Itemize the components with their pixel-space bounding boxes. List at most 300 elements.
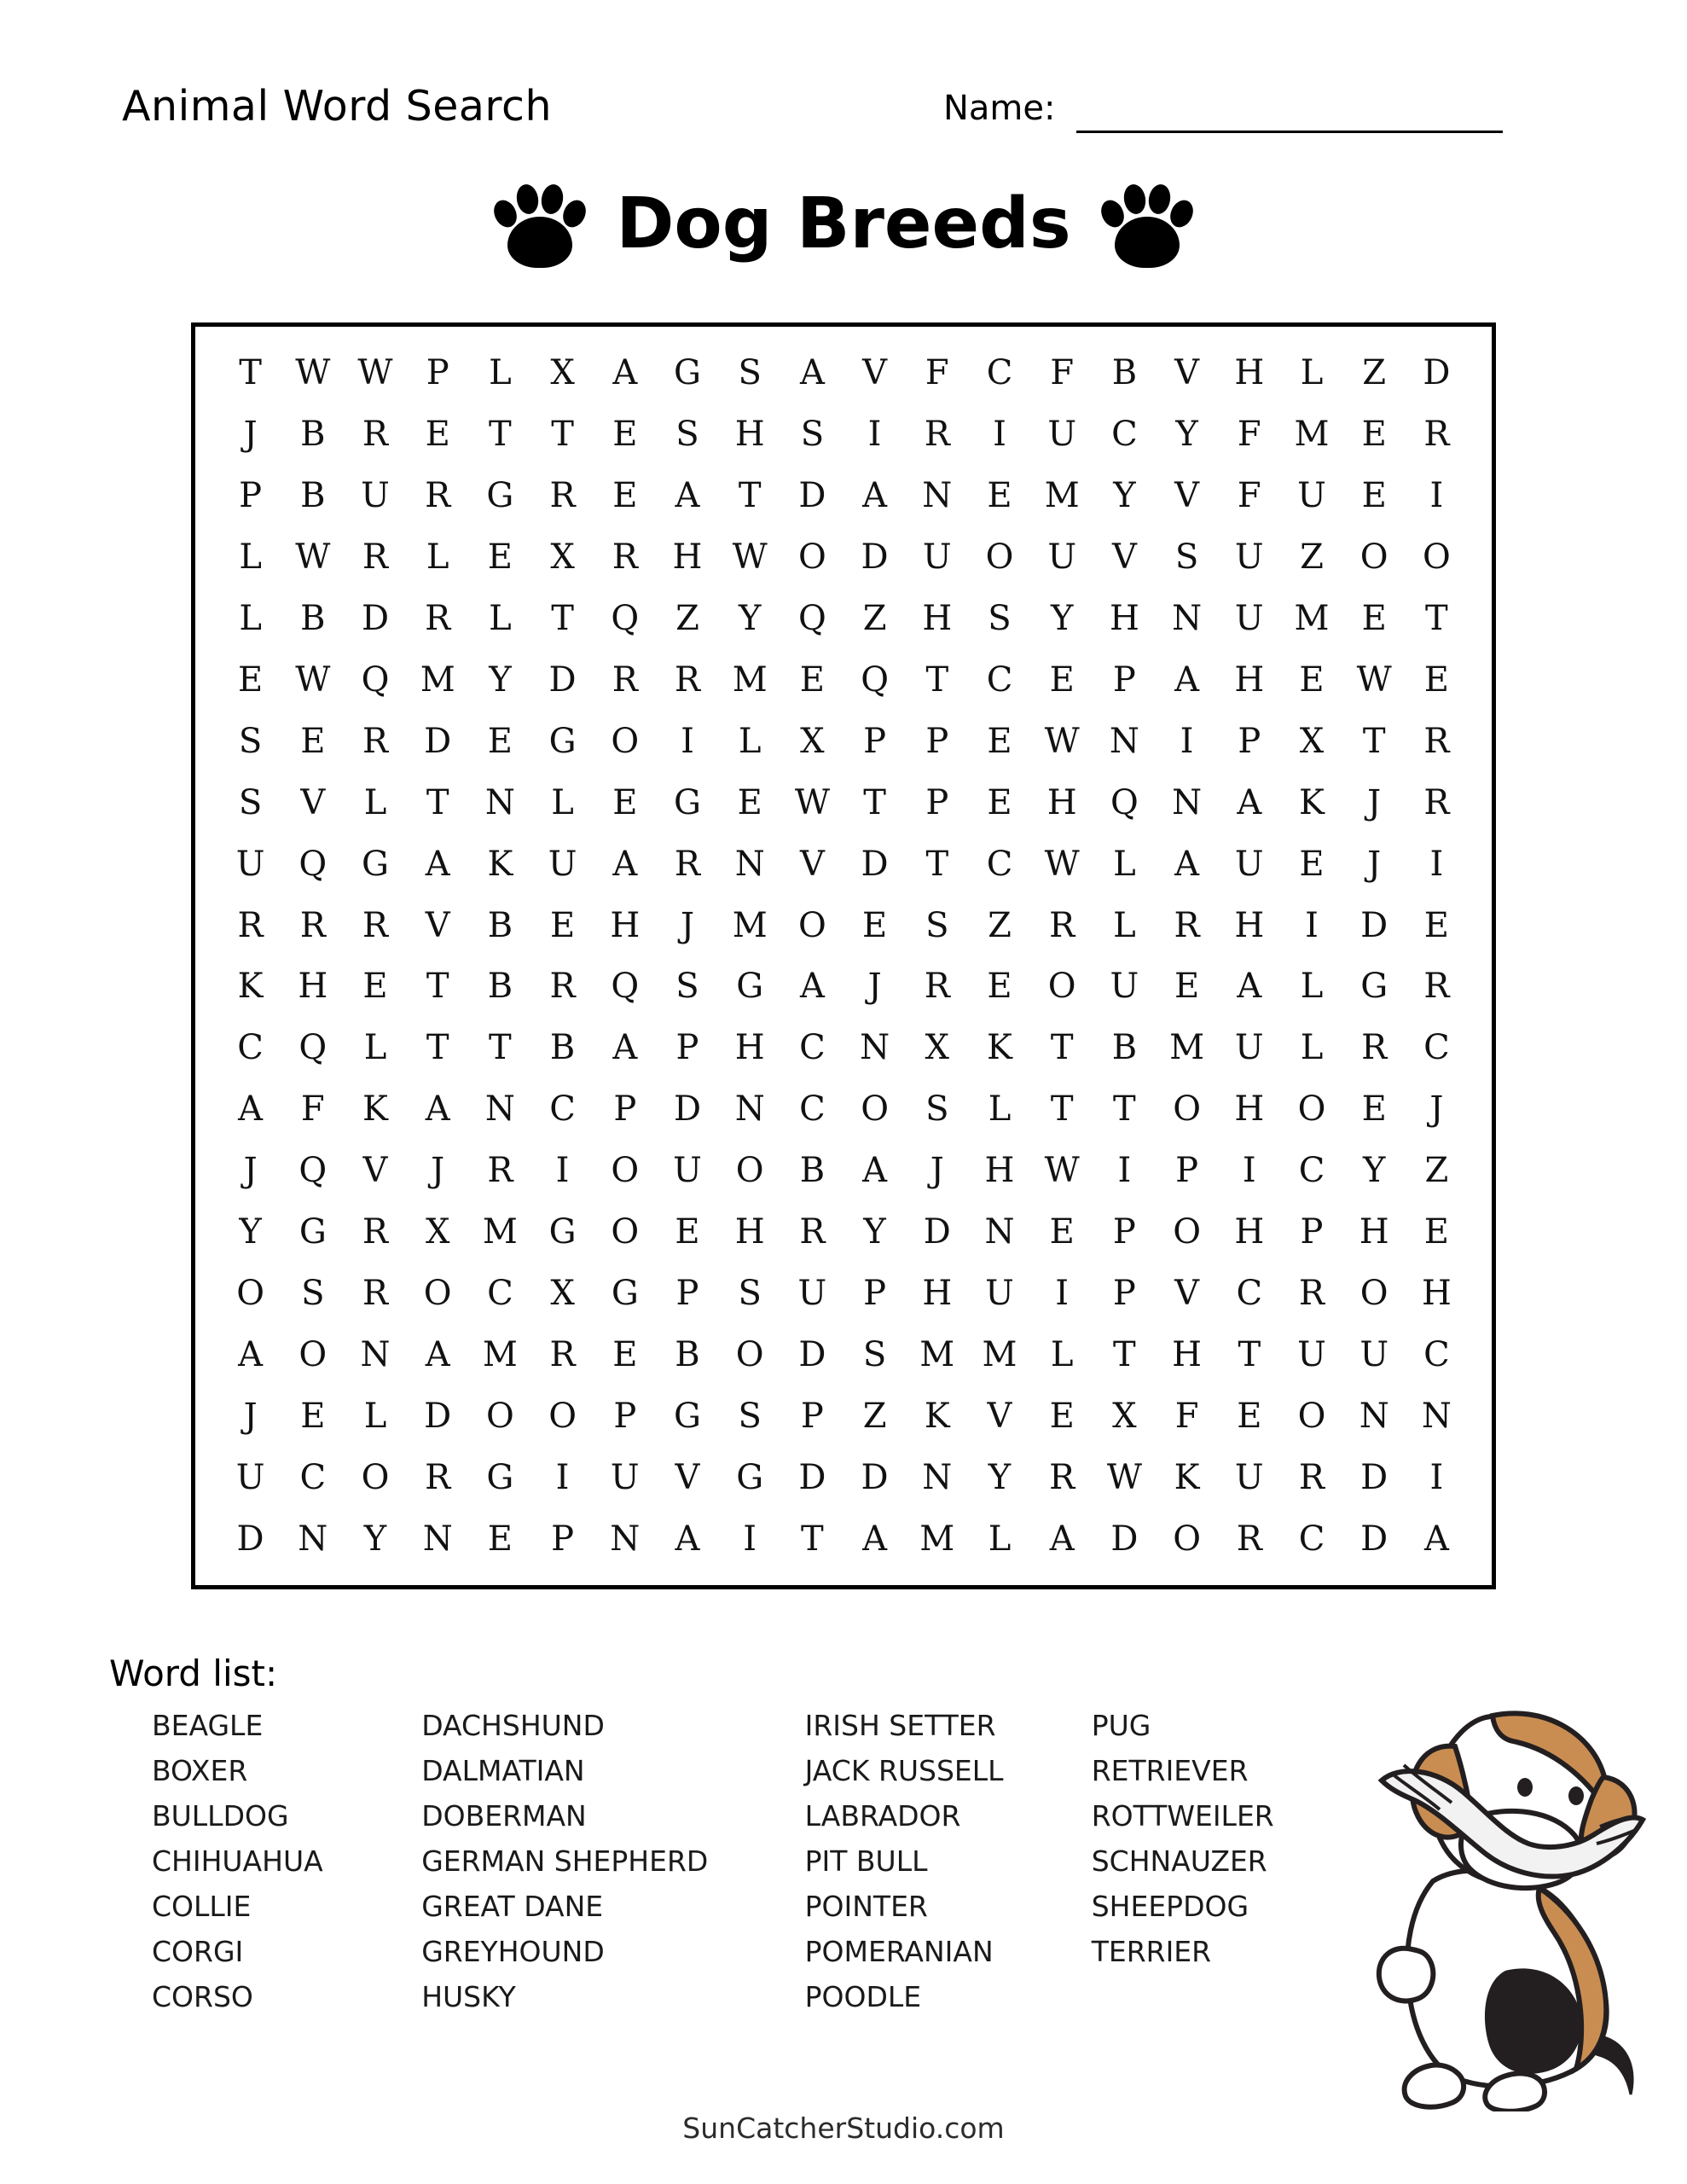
grid-cell[interactable]: R — [674, 659, 701, 700]
grid-cell[interactable]: A — [425, 1335, 450, 1375]
grid-cell[interactable]: P — [1112, 659, 1136, 700]
grid-cell[interactable]: G — [611, 1274, 639, 1314]
grid-cell[interactable]: T — [1425, 598, 1448, 638]
grid-cell[interactable]: R — [674, 844, 701, 884]
grid-cell[interactable]: E — [425, 414, 450, 454]
grid-cell[interactable]: Y — [863, 1212, 886, 1252]
grid-cell[interactable]: R — [1423, 967, 1450, 1007]
grid-cell[interactable]: Z — [862, 1397, 887, 1437]
grid-cell[interactable]: D — [798, 1335, 826, 1375]
word-list-item[interactable]: CORGI — [152, 1935, 244, 1968]
grid-cell[interactable]: Q — [1110, 782, 1139, 822]
grid-cell[interactable]: R — [362, 414, 389, 454]
grid-cell[interactable]: Y — [363, 1519, 387, 1560]
grid-cell[interactable]: O — [485, 1397, 514, 1437]
word-list-item[interactable]: PUG — [1091, 1709, 1151, 1742]
grid-cell[interactable]: K — [1299, 782, 1325, 822]
grid-cell[interactable]: N — [422, 1519, 453, 1560]
grid-cell[interactable]: D — [798, 475, 826, 515]
grid-cell[interactable]: E — [987, 721, 1012, 761]
grid-cell[interactable]: I — [1055, 1274, 1070, 1314]
grid-cell[interactable]: K — [1174, 1458, 1200, 1498]
grid-cell[interactable]: P — [800, 1397, 824, 1437]
grid-cell[interactable]: R — [549, 475, 576, 515]
grid-cell[interactable]: T — [1113, 1089, 1136, 1130]
grid-cell[interactable]: E — [675, 1212, 700, 1252]
grid-cell[interactable]: R — [924, 967, 950, 1007]
grid-cell[interactable]: H — [298, 967, 328, 1007]
grid-cell[interactable]: G — [486, 475, 514, 515]
word-list-item[interactable]: RETRIEVER — [1091, 1754, 1249, 1787]
grid-cell[interactable]: I — [993, 414, 1006, 454]
grid-cell[interactable]: H — [1109, 598, 1139, 638]
grid-cell[interactable]: A — [862, 1151, 888, 1191]
grid-cell[interactable]: E — [987, 782, 1012, 822]
grid-cell[interactable]: K — [237, 967, 264, 1007]
grid-cell[interactable]: V — [362, 1151, 388, 1191]
grid-cell[interactable]: D — [861, 1458, 889, 1498]
grid-cell[interactable]: G — [362, 844, 389, 884]
grid-cell[interactable]: L — [1050, 1335, 1074, 1375]
grid-cell[interactable]: E — [1174, 967, 1200, 1007]
grid-cell[interactable]: G — [674, 782, 701, 822]
grid-cell[interactable]: U — [985, 1274, 1014, 1314]
grid-cell[interactable]: R — [612, 659, 638, 700]
grid-cell[interactable]: Q — [611, 967, 640, 1007]
grid-cell[interactable]: E — [487, 1519, 513, 1560]
grid-cell[interactable]: J — [243, 414, 258, 454]
grid-cell[interactable]: V — [675, 1458, 700, 1498]
grid-cell[interactable]: C — [1298, 1151, 1325, 1191]
word-list-item[interactable]: GREAT DANE — [421, 1890, 604, 1923]
grid-cell[interactable]: C — [799, 1028, 826, 1068]
grid-cell[interactable]: R — [924, 414, 950, 454]
grid-cell[interactable]: T — [738, 475, 762, 515]
grid-cell[interactable]: O — [797, 537, 826, 577]
grid-cell[interactable]: W — [1106, 1458, 1142, 1498]
grid-cell[interactable]: S — [988, 598, 1012, 638]
grid-cell[interactable]: T — [1238, 1335, 1261, 1375]
grid-cell[interactable]: M — [1169, 1028, 1205, 1068]
grid-cell[interactable]: A — [1423, 1519, 1449, 1560]
grid-cell[interactable]: H — [610, 905, 641, 945]
grid-cell[interactable]: Z — [988, 905, 1012, 945]
grid-cell[interactable]: O — [1173, 1089, 1201, 1130]
grid-cell[interactable]: S — [738, 1397, 762, 1437]
grid-cell[interactable]: J — [930, 1151, 944, 1191]
grid-cell[interactable]: S — [738, 1274, 762, 1314]
grid-cell[interactable]: I — [867, 414, 882, 454]
word-list-item[interactable]: BULLDOG — [152, 1799, 289, 1833]
grid-cell[interactable]: S — [862, 1335, 887, 1375]
grid-cell[interactable]: P — [675, 1274, 699, 1314]
grid-cell[interactable]: A — [675, 1519, 700, 1560]
grid-cell[interactable]: E — [1423, 905, 1449, 945]
grid-cell[interactable]: Z — [1300, 537, 1324, 577]
grid-cell[interactable]: H — [734, 1028, 765, 1068]
grid-cell[interactable]: S — [738, 352, 762, 392]
grid-cell[interactable]: X — [550, 1274, 575, 1314]
grid-cell[interactable]: U — [1110, 967, 1139, 1007]
grid-cell[interactable]: U — [673, 1151, 702, 1191]
grid-cell[interactable]: H — [1234, 659, 1265, 700]
grid-cell[interactable]: C — [1423, 1028, 1450, 1068]
grid-cell[interactable]: E — [549, 905, 576, 945]
grid-cell[interactable]: V — [425, 905, 450, 945]
grid-cell[interactable]: R — [362, 721, 389, 761]
grid-cell[interactable]: J — [1429, 1089, 1444, 1130]
grid-cell[interactable]: B — [549, 1028, 576, 1068]
grid-cell[interactable]: S — [675, 967, 699, 1007]
grid-cell[interactable]: T — [426, 967, 449, 1007]
word-list-item[interactable]: DOBERMAN — [421, 1799, 587, 1833]
grid-cell[interactable]: E — [1361, 598, 1387, 638]
grid-cell[interactable]: U — [548, 844, 577, 884]
grid-cell[interactable]: A — [238, 1089, 264, 1130]
grid-cell[interactable]: X — [550, 537, 575, 577]
grid-cell[interactable]: U — [1234, 1028, 1264, 1068]
grid-cell[interactable]: U — [1047, 537, 1077, 577]
grid-cell[interactable]: R — [1423, 782, 1450, 822]
grid-cell[interactable]: P — [426, 352, 449, 392]
grid-cell[interactable]: S — [238, 721, 263, 761]
grid-cell[interactable]: D — [424, 721, 452, 761]
word-list-item[interactable]: IRISH SETTER — [804, 1709, 996, 1742]
grid-cell[interactable]: W — [295, 352, 331, 392]
grid-cell[interactable]: G — [736, 967, 764, 1007]
grid-cell[interactable]: T — [1113, 1335, 1136, 1375]
word-list-item[interactable]: GERMAN SHEPHERD — [421, 1844, 709, 1878]
grid-cell[interactable]: E — [300, 721, 326, 761]
grid-cell[interactable]: D — [923, 1212, 951, 1252]
grid-cell[interactable]: P — [1112, 1274, 1136, 1314]
grid-cell[interactable]: D — [1360, 1519, 1388, 1560]
grid-cell[interactable]: G — [548, 721, 577, 761]
grid-cell[interactable]: Q — [611, 598, 640, 638]
word-list-item[interactable]: POMERANIAN — [804, 1935, 994, 1968]
grid-cell[interactable]: E — [987, 967, 1012, 1007]
grid-cell[interactable]: T — [551, 598, 574, 638]
grid-cell[interactable]: R — [612, 537, 638, 577]
grid-cell[interactable]: N — [610, 1519, 641, 1560]
grid-cell[interactable]: A — [675, 475, 700, 515]
grid-cell[interactable]: H — [1172, 1335, 1203, 1375]
grid-cell[interactable]: K — [987, 1028, 1012, 1068]
grid-cell[interactable]: C — [1298, 1519, 1325, 1560]
grid-cell[interactable]: J — [680, 905, 695, 945]
grid-cell[interactable]: U — [1297, 475, 1326, 515]
grid-cell[interactable]: Q — [299, 1151, 328, 1191]
grid-cell[interactable]: R — [425, 1458, 451, 1498]
grid-cell[interactable]: A — [1237, 967, 1262, 1007]
grid-cell[interactable]: U — [1234, 537, 1264, 577]
grid-cell[interactable]: U — [235, 1458, 265, 1498]
grid-cell[interactable]: A — [238, 1335, 264, 1375]
grid-cell[interactable]: O — [1359, 1274, 1388, 1314]
grid-cell[interactable]: C — [299, 1458, 327, 1498]
grid-cell[interactable]: R — [1049, 905, 1075, 945]
grid-cell[interactable]: T — [925, 659, 949, 700]
grid-cell[interactable]: M — [482, 1335, 518, 1375]
grid-cell[interactable]: I — [681, 721, 694, 761]
grid-cell[interactable]: W — [1356, 659, 1392, 700]
grid-cell[interactable]: R — [1236, 1519, 1262, 1560]
grid-cell[interactable]: I — [555, 1151, 570, 1191]
grid-cell[interactable]: I — [1180, 721, 1194, 761]
grid-cell[interactable]: D — [1110, 1519, 1139, 1560]
grid-cell[interactable]: R — [362, 537, 389, 577]
grid-cell[interactable]: F — [300, 1089, 325, 1130]
grid-cell[interactable]: H — [1359, 1212, 1389, 1252]
grid-cell[interactable]: U — [1359, 1335, 1389, 1375]
grid-cell[interactable]: X — [1299, 721, 1325, 761]
grid-cell[interactable]: C — [986, 352, 1013, 392]
grid-cell[interactable]: D — [798, 1458, 826, 1498]
grid-cell[interactable]: L — [489, 598, 512, 638]
grid-cell[interactable]: D — [861, 537, 889, 577]
grid-cell[interactable]: Z — [1424, 1151, 1449, 1191]
grid-cell[interactable]: B — [799, 1151, 826, 1191]
word-list-item[interactable]: HUSKY — [421, 1980, 516, 2013]
word-list-item[interactable]: DALMATIAN — [421, 1754, 585, 1787]
grid-cell[interactable]: O — [423, 1274, 452, 1314]
grid-cell[interactable]: F — [1050, 352, 1075, 392]
grid-cell[interactable]: B — [300, 598, 326, 638]
grid-cell[interactable]: J — [243, 1151, 258, 1191]
grid-cell[interactable]: F — [1237, 414, 1261, 454]
grid-cell[interactable]: U — [1047, 414, 1077, 454]
grid-cell[interactable]: O — [1359, 537, 1388, 577]
grid-cell[interactable]: S — [1174, 537, 1199, 577]
grid-cell[interactable]: M — [420, 659, 455, 700]
grid-cell[interactable]: N — [922, 475, 953, 515]
grid-cell[interactable]: I — [555, 1458, 570, 1498]
grid-cell[interactable]: M — [482, 1212, 518, 1252]
grid-cell[interactable]: D — [1360, 905, 1388, 945]
grid-cell[interactable]: D — [236, 1519, 264, 1560]
grid-cell[interactable]: A — [612, 1028, 638, 1068]
grid-cell[interactable]: H — [1421, 1274, 1452, 1314]
grid-cell[interactable]: S — [301, 1274, 325, 1314]
grid-cell[interactable]: D — [424, 1397, 452, 1437]
grid-cell[interactable]: X — [800, 721, 825, 761]
grid-cell[interactable]: M — [732, 905, 768, 945]
word-list-item[interactable]: POODLE — [804, 1980, 922, 2013]
grid-cell[interactable]: I — [743, 1519, 757, 1560]
grid-cell[interactable]: T — [801, 1519, 824, 1560]
grid-cell[interactable]: W — [1044, 844, 1080, 884]
grid-cell[interactable]: L — [988, 1519, 1012, 1560]
grid-cell[interactable]: T — [239, 352, 262, 392]
grid-cell[interactable]: A — [612, 844, 638, 884]
grid-cell[interactable]: Y — [489, 659, 512, 700]
word-list-item[interactable]: LABRADOR — [804, 1799, 961, 1833]
grid-cell[interactable]: E — [300, 1397, 326, 1437]
grid-cell[interactable]: O — [985, 537, 1014, 577]
grid-cell[interactable]: O — [1173, 1519, 1201, 1560]
grid-cell[interactable]: E — [861, 905, 888, 945]
grid-cell[interactable]: X — [425, 1212, 450, 1252]
grid-cell[interactable]: L — [1300, 1028, 1324, 1068]
grid-cell[interactable]: M — [919, 1335, 955, 1375]
grid-cell[interactable]: C — [237, 1028, 264, 1068]
grid-cell[interactable]: O — [1173, 1212, 1201, 1252]
grid-cell[interactable]: M — [982, 1335, 1017, 1375]
grid-cell[interactable]: H — [734, 1212, 765, 1252]
grid-cell[interactable]: N — [484, 782, 515, 822]
grid-cell[interactable]: A — [425, 1089, 450, 1130]
grid-cell[interactable]: L — [1300, 967, 1324, 1007]
grid-cell[interactable]: A — [862, 1519, 888, 1560]
grid-cell[interactable]: N — [360, 1335, 391, 1375]
grid-cell[interactable]: X — [550, 352, 575, 392]
grid-cell[interactable]: W — [295, 537, 331, 577]
grid-cell[interactable]: O — [1297, 1089, 1326, 1130]
grid-cell[interactable]: L — [1300, 352, 1324, 392]
grid-cell[interactable]: A — [1174, 659, 1200, 700]
grid-cell[interactable]: F — [925, 352, 949, 392]
grid-cell[interactable]: P — [239, 475, 263, 515]
grid-cell[interactable]: N — [1109, 721, 1139, 761]
grid-cell[interactable]: Q — [797, 598, 826, 638]
grid-cell[interactable]: U — [1297, 1335, 1326, 1375]
grid-cell[interactable]: I — [1429, 475, 1444, 515]
grid-cell[interactable]: O — [861, 1089, 889, 1130]
grid-cell[interactable]: O — [361, 1458, 390, 1498]
grid-cell[interactable]: T — [1362, 721, 1386, 761]
grid-cell[interactable]: I — [1305, 905, 1319, 945]
grid-cell[interactable]: C — [799, 1089, 826, 1130]
grid-cell[interactable]: U — [235, 844, 265, 884]
grid-cell[interactable]: O — [1047, 967, 1076, 1007]
grid-cell[interactable]: E — [987, 475, 1012, 515]
grid-cell[interactable]: I — [1429, 1458, 1444, 1498]
grid-cell[interactable]: V — [1111, 537, 1137, 577]
word-list-item[interactable]: SHEEPDOG — [1091, 1890, 1249, 1923]
grid-cell[interactable]: R — [1423, 414, 1450, 454]
grid-cell[interactable]: L — [426, 537, 449, 577]
grid-cell[interactable]: P — [1112, 1212, 1136, 1252]
grid-cell[interactable]: R — [237, 905, 264, 945]
grid-cell[interactable]: E — [799, 659, 825, 700]
grid-cell[interactable]: R — [1361, 1028, 1388, 1068]
grid-cell[interactable]: B — [675, 1335, 700, 1375]
grid-cell[interactable]: R — [1423, 721, 1450, 761]
grid-cell[interactable]: H — [922, 1274, 953, 1314]
grid-cell[interactable]: P — [613, 1397, 637, 1437]
grid-cell[interactable]: R — [799, 1212, 826, 1252]
grid-cell[interactable]: W — [357, 352, 393, 392]
grid-cell[interactable]: L — [363, 1397, 387, 1437]
grid-cell[interactable]: F — [1174, 1397, 1199, 1437]
grid-cell[interactable]: S — [800, 414, 825, 454]
grid-cell[interactable]: W — [1044, 721, 1080, 761]
grid-cell[interactable]: J — [1367, 844, 1382, 884]
grid-cell[interactable]: A — [612, 352, 638, 392]
grid-cell[interactable]: U — [922, 537, 952, 577]
grid-cell[interactable]: P — [1300, 1212, 1324, 1252]
grid-cell[interactable]: H — [734, 414, 765, 454]
grid-cell[interactable]: N — [1421, 1397, 1452, 1437]
grid-cell[interactable]: J — [867, 967, 882, 1007]
grid-cell[interactable]: N — [734, 844, 765, 884]
grid-cell[interactable]: Q — [861, 659, 889, 700]
grid-cell[interactable]: L — [551, 782, 574, 822]
grid-cell[interactable]: A — [799, 352, 825, 392]
grid-cell[interactable]: E — [612, 782, 638, 822]
grid-cell[interactable]: E — [612, 414, 638, 454]
grid-cell[interactable]: Z — [862, 598, 887, 638]
grid-cell[interactable]: N — [484, 1089, 515, 1130]
grid-cell[interactable]: R — [299, 905, 326, 945]
grid-cell[interactable]: O — [1422, 537, 1451, 577]
grid-cell[interactable]: F — [1237, 475, 1261, 515]
grid-cell[interactable]: T — [863, 782, 886, 822]
grid-cell[interactable]: D — [861, 844, 889, 884]
grid-cell[interactable]: E — [1423, 659, 1449, 700]
word-list-item[interactable]: POINTER — [804, 1890, 928, 1923]
grid-cell[interactable]: B — [1111, 352, 1138, 392]
name-input-line[interactable] — [1076, 131, 1503, 133]
grid-cell[interactable]: Y — [239, 1212, 262, 1252]
grid-cell[interactable]: R — [362, 1274, 389, 1314]
grid-cell[interactable]: E — [1361, 1089, 1387, 1130]
grid-cell[interactable]: P — [925, 721, 949, 761]
grid-cell[interactable]: R — [1298, 1274, 1325, 1314]
grid-cell[interactable]: V — [1174, 1274, 1200, 1314]
grid-cell[interactable]: R — [1298, 1458, 1325, 1498]
grid-cell[interactable]: E — [1049, 1397, 1075, 1437]
grid-cell[interactable]: E — [1049, 1212, 1075, 1252]
grid-cell[interactable]: N — [984, 1212, 1015, 1252]
grid-cell[interactable]: L — [1113, 905, 1136, 945]
word-list-item[interactable]: COLLIE — [152, 1890, 252, 1923]
grid-cell[interactable]: R — [487, 1151, 513, 1191]
grid-cell[interactable]: V — [300, 782, 326, 822]
grid-cell[interactable]: D — [1423, 352, 1451, 392]
grid-cell[interactable]: P — [613, 1089, 637, 1130]
grid-cell[interactable]: V — [799, 844, 825, 884]
grid-cell[interactable]: P — [675, 1028, 699, 1068]
grid-cell[interactable]: H — [1234, 905, 1265, 945]
grid-cell[interactable]: W — [295, 659, 331, 700]
grid-cell[interactable]: B — [487, 905, 513, 945]
grid-cell[interactable]: G — [486, 1458, 514, 1498]
word-list-item[interactable]: CHIHUAHUA — [152, 1844, 323, 1878]
grid-cell[interactable]: E — [612, 1335, 638, 1375]
grid-cell[interactable]: E — [1049, 659, 1075, 700]
grid-cell[interactable]: L — [239, 537, 262, 577]
word-list-item[interactable]: GREYHOUND — [421, 1935, 605, 1968]
grid-cell[interactable]: E — [1299, 659, 1325, 700]
grid-cell[interactable]: U — [610, 1458, 640, 1498]
grid-cell[interactable]: Y — [1113, 475, 1136, 515]
grid-cell[interactable]: T — [1050, 1089, 1074, 1130]
grid-cell[interactable]: A — [1174, 844, 1200, 884]
grid-cell[interactable]: Q — [299, 844, 328, 884]
word-search-grid[interactable] — [195, 327, 1492, 1585]
grid-cell[interactable]: G — [1360, 967, 1388, 1007]
grid-cell[interactable]: E — [1361, 414, 1387, 454]
grid-cell[interactable]: S — [238, 782, 263, 822]
grid-cell[interactable]: I — [1242, 1151, 1256, 1191]
grid-cell[interactable]: T — [551, 414, 574, 454]
grid-cell[interactable]: Y — [1050, 598, 1074, 638]
grid-cell[interactable]: N — [1172, 782, 1203, 822]
grid-cell[interactable]: O — [299, 1335, 328, 1375]
grid-cell[interactable]: A — [425, 844, 450, 884]
grid-cell[interactable]: P — [1175, 1151, 1199, 1191]
